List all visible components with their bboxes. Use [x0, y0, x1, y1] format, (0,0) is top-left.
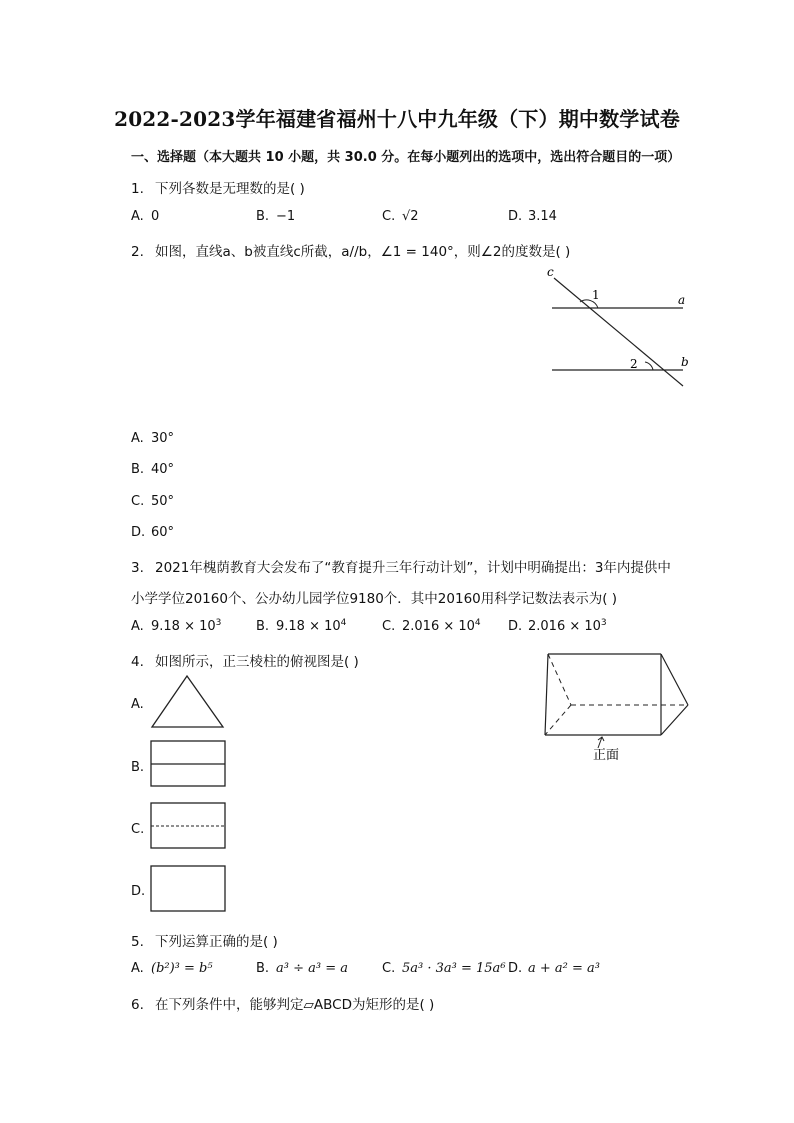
label-b: b	[681, 355, 689, 369]
question-text-line1: 2021年槐荫教育大会发布了“教育提升三年行动计划”，计划中明确提出：3年内提供中	[155, 560, 671, 576]
option-4d-label: D.	[131, 884, 146, 899]
option-5a: A. (b²)³ = b⁵	[131, 961, 213, 976]
question-4	[131, 650, 359, 670]
front-label: 正面	[593, 748, 620, 763]
option-5b: B. a³ ÷ a³ = a	[256, 961, 348, 976]
question-3-line2: 小学学位20160个、公办幼儿园学位9180个．其中20160用科学记数法表示为( )	[131, 591, 618, 607]
option-2b: B. 40°	[131, 462, 175, 477]
option-5d: D. a + a² = a³	[508, 961, 600, 976]
option-1d: D. 3.14	[508, 209, 557, 224]
option-2a: A. 30°	[131, 431, 175, 446]
option-3a: A. $9.18 \times 10^3$	[131, 618, 222, 634]
option-1c: C. √2	[382, 209, 419, 224]
option-4a-triangle	[150, 674, 226, 730]
option-4c-rectangle	[150, 802, 228, 850]
question-number: 2.	[131, 244, 144, 260]
option-4b-label: B.	[131, 760, 145, 775]
question-1	[131, 177, 305, 197]
option-4a-label: A.	[131, 697, 144, 712]
label-angle1: 1	[592, 288, 600, 302]
option-3b: B. $9.18 \times 10^4$	[256, 618, 347, 634]
question-6	[131, 993, 434, 1013]
option-2c: C. 50°	[131, 494, 175, 509]
question-text: 下列各数是无理数的是( )	[155, 181, 305, 197]
question-2	[131, 240, 570, 260]
option-4c-label: C.	[131, 822, 145, 837]
question-text: 在下列条件中，能够判定▱ABCD为矩形的是( )	[155, 997, 435, 1013]
label-a: a	[678, 293, 686, 307]
section-heading: 一、选择题（本大题共 10 小题，共 30.0 分。在每小题列出的选项中，选出符合题目的一项）	[131, 150, 681, 165]
question-number: 3.	[131, 560, 144, 576]
option-2d: D. 60°	[131, 525, 175, 540]
label-c: c	[547, 265, 554, 279]
question-number: 6.	[131, 997, 144, 1013]
option-4d-rectangle	[150, 865, 228, 913]
question-number: 1.	[131, 181, 144, 197]
question-number: 4.	[131, 654, 144, 670]
option-1a: A. 0	[131, 209, 160, 224]
option-4b-rectangle	[150, 740, 228, 788]
question-text: 如图，直线a、b被直线c所截，a//b，∠1 = 140°，则∠2的度数是( )	[155, 244, 571, 260]
option-3d: D. $2.016 \times 10^3$	[508, 618, 607, 634]
triangular-prism-figure	[540, 648, 700, 768]
option-5c: C. 5a³ · 3a³ = 15a⁶	[382, 961, 506, 976]
question-text: 下列运算正确的是( )	[155, 934, 278, 950]
exam-title: 2022-2023学年福建省福州十八中九年级（下）期中数学试卷	[114, 107, 680, 131]
label-angle2: 2	[630, 357, 638, 371]
question-number: 5.	[131, 934, 144, 950]
option-1b: B. −1	[256, 209, 296, 224]
parallel-lines-figure	[540, 262, 700, 397]
option-3c: C. $2.016 \times 10^4$	[382, 618, 481, 634]
question-5	[131, 930, 278, 950]
question-text: 如图所示，正三棱柱的俯视图是( )	[155, 654, 359, 670]
question-3	[131, 556, 671, 576]
